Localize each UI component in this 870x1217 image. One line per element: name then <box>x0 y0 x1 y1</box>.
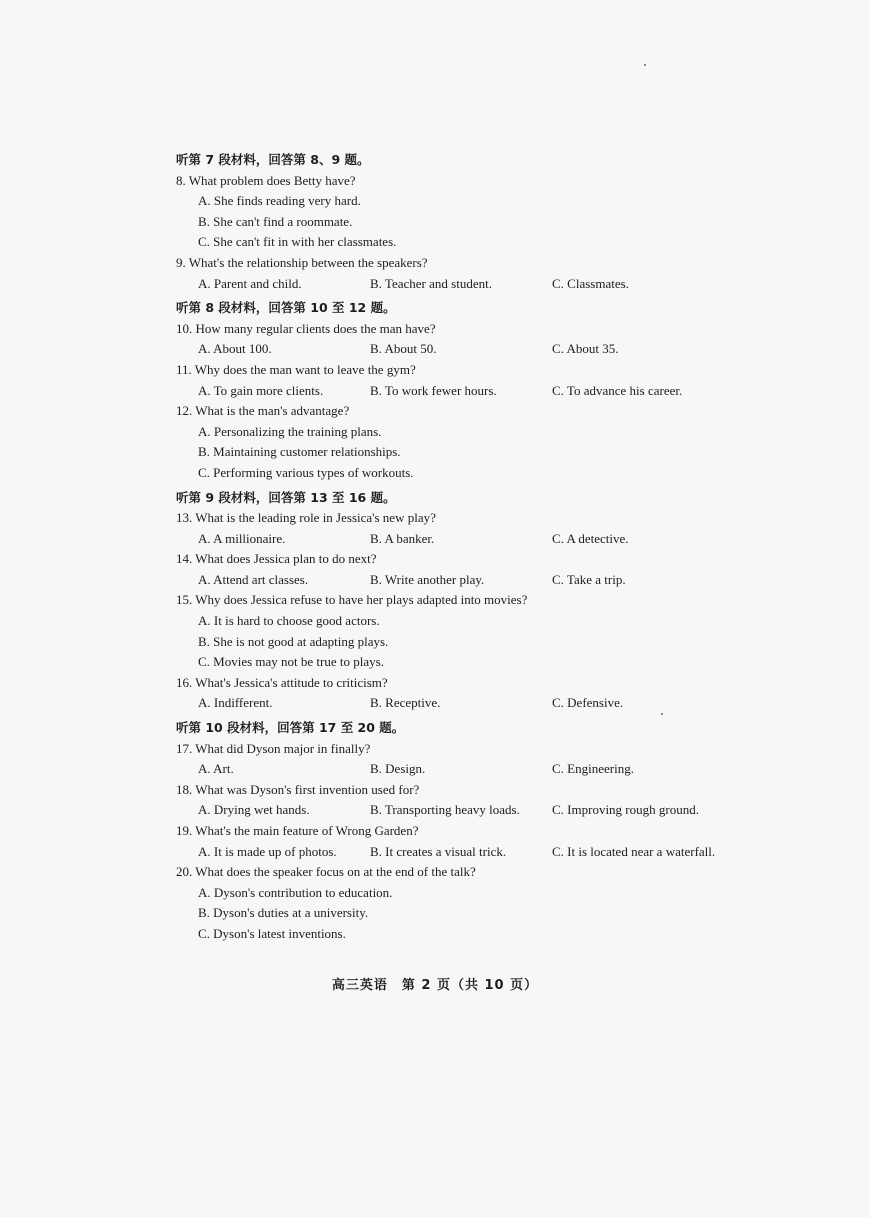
question-text: 19. What's the main feature of Wrong Garden? <box>176 823 419 838</box>
answer-option: A. Attend art classes. <box>198 571 309 587</box>
question-text: 15. Why does Jessica refuse to have her plays adapted into movies? <box>176 592 528 608</box>
answer-option: B. Dyson's duties at a university. <box>198 905 369 921</box>
answer-option: C. She can't fit in with her classmates. <box>198 234 397 250</box>
answer-option: B. Write another play. <box>370 571 485 587</box>
options-row <box>176 693 756 714</box>
scan-speck <box>644 64 646 66</box>
answer-option: C. Performing various types of workouts. <box>198 464 414 480</box>
answer-option: B. Design. <box>370 761 426 777</box>
answer-option: A. Art. <box>198 761 234 777</box>
section-header: 听第 7 段材料，回答第 8、9 题。 <box>176 152 370 167</box>
page-footer: 高三英语 第 2 页（共 10 页） <box>331 978 539 993</box>
answer-option: C. Improving rough ground. <box>552 802 699 818</box>
answer-option: B. Transporting heavy loads. <box>370 802 520 818</box>
answer-option: C. Movies may not be true to plays. <box>198 654 384 670</box>
options-row <box>176 381 756 402</box>
question-text: 9. What's the relationship between the speakers? <box>176 254 428 270</box>
answer-option: C. About 35. <box>552 341 619 357</box>
question-text: 17. What did Dyson major in finally? <box>176 740 371 756</box>
answer-option: C. A detective. <box>552 530 629 546</box>
options-row <box>176 842 756 863</box>
answer-option: A. It is hard to choose good actors. <box>198 613 380 629</box>
question-text: 11. Why does the man want to leave the gym? <box>176 361 416 377</box>
answer-option: B. About 50. <box>370 341 437 357</box>
scan-speck <box>661 713 663 715</box>
options-row <box>176 759 756 780</box>
answer-option: A. Indifferent. <box>198 695 273 711</box>
question-text: 10. How many regular clients does the man have? <box>176 320 436 336</box>
answer-option: B. She can't find a roommate. <box>198 213 353 229</box>
answer-option: B. To work fewer hours. <box>370 382 497 398</box>
question-text: 20. What does the speaker focus on at the end of the talk? <box>176 864 476 880</box>
question-text: 18. What was Dyson's first invention used for? <box>176 781 420 797</box>
answer-option: A. Dyson's contribution to education. <box>198 884 393 900</box>
answer-option: C. Classmates. <box>552 275 629 291</box>
section-header: 听第 10 段材料，回答第 17 至 20 题。 <box>176 720 405 736</box>
options-row <box>176 570 756 591</box>
answer-option: C. It is located near a waterfall. <box>552 843 716 859</box>
options-row <box>176 529 756 550</box>
options-row <box>176 800 756 821</box>
listening-questions <box>176 150 756 945</box>
answer-option: C. Defensive. <box>552 695 624 711</box>
answer-option: C. To advance his career. <box>552 382 683 398</box>
section-header: 听第 9 段材料，回答第 13 至 16 题。 <box>176 489 396 505</box>
question-text: 14. What does Jessica plan to do next? <box>176 551 377 567</box>
answer-option: A. To gain more clients. <box>198 382 324 398</box>
question-text: 8. What problem does Betty have? <box>176 172 356 188</box>
question-text: 13. What is the leading role in Jessica's new play? <box>176 510 436 526</box>
options-row <box>176 274 756 295</box>
answer-option: C. Take a trip. <box>552 571 626 587</box>
answer-option: A. About 100. <box>198 341 272 357</box>
answer-option: C. Dyson's latest inventions. <box>198 925 346 941</box>
section-header: 听第 8 段材料，回答第 10 至 12 题。 <box>176 300 396 316</box>
answer-option: A. Personalizing the training plans. <box>198 423 382 439</box>
answer-option: A. She finds reading very hard. <box>198 193 361 209</box>
answer-option: A. A millionaire. <box>198 530 286 546</box>
answer-option: A. It is made up of photos. <box>198 843 337 859</box>
answer-option: B. Receptive. <box>370 695 441 711</box>
answer-option: B. A banker. <box>370 530 435 546</box>
answer-option: B. Teacher and student. <box>370 275 492 291</box>
answer-option: A. Drying wet hands. <box>198 802 310 818</box>
answer-option: B. She is not good at adapting plays. <box>198 633 389 649</box>
answer-option: C. Engineering. <box>552 761 634 777</box>
answer-option: B. Maintaining customer relationships. <box>198 444 401 460</box>
answer-option: A. Parent and child. <box>198 275 302 291</box>
answer-option: B. It creates a visual trick. <box>370 843 507 859</box>
options-row <box>176 339 756 360</box>
question-text: 12. What is the man's advantage? <box>176 403 350 419</box>
question-text: 16. What's Jessica's attitude to criticism? <box>176 674 388 690</box>
